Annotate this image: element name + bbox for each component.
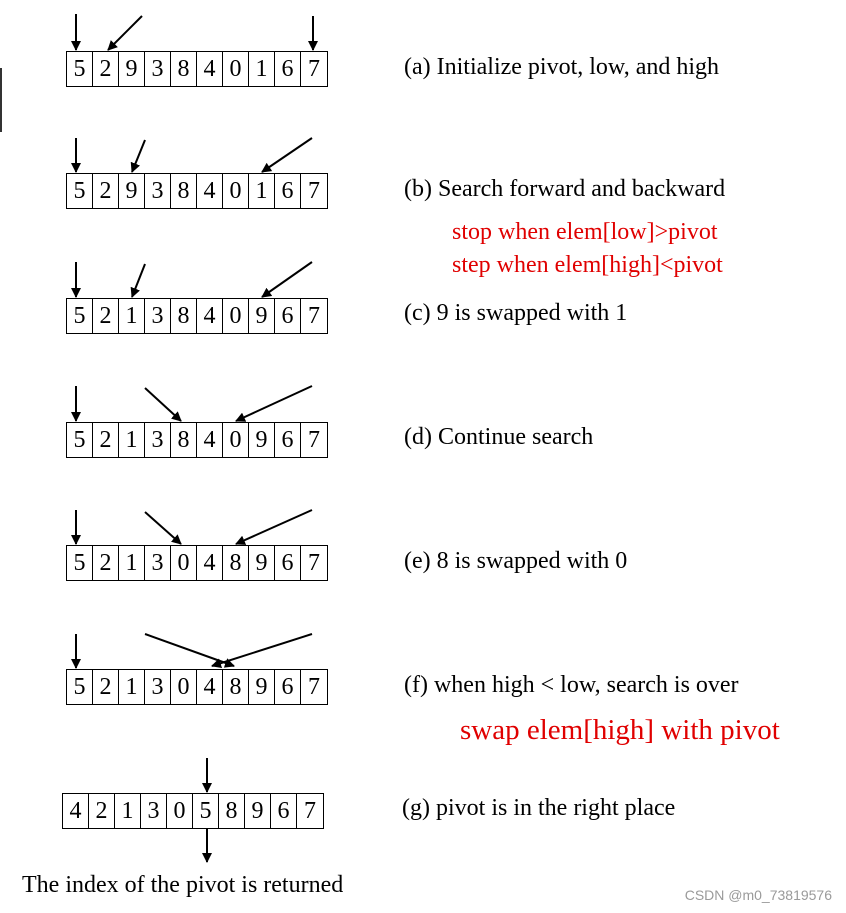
array-cell: 4	[197, 423, 223, 457]
array-cell: 7	[308, 178, 320, 204]
array-cell: 7	[308, 550, 320, 576]
caption-e: (e) 8 is swapped with 0	[404, 548, 628, 574]
array-cell: 6	[271, 794, 297, 828]
array-row-e	[66, 545, 328, 581]
array-cell: 8	[171, 299, 197, 333]
array-row-g	[62, 793, 324, 829]
array-cell: 5	[67, 52, 93, 86]
array-cell: 0	[171, 546, 197, 580]
array-cell: 6	[275, 423, 301, 457]
array-cell: 2	[93, 174, 119, 208]
array-cell: 9	[249, 670, 275, 704]
low-arrow	[108, 16, 142, 50]
note-swap-pivot: swap elem[high] with pivot	[460, 714, 780, 746]
array-cell: 1	[115, 794, 141, 828]
array-cell: 8	[223, 670, 249, 704]
array-cell: 3	[145, 52, 171, 86]
array-cell: 0	[223, 52, 249, 86]
array-cell: 2	[93, 52, 119, 86]
high-arrow	[236, 386, 312, 421]
array-cell: 7	[308, 303, 320, 329]
caption-b: (b) Search forward and backward	[404, 176, 726, 202]
low-arrow	[132, 140, 145, 172]
array-cell: 1	[119, 299, 145, 333]
array-cell: 5	[67, 174, 93, 208]
caption-c: (c) 9 is swapped with 1	[404, 300, 628, 326]
watermark: CSDN @m0_73819576	[684, 887, 832, 903]
array-cell: 6	[275, 174, 301, 208]
array-cell: 9	[249, 299, 275, 333]
array-cell: 4	[197, 670, 223, 704]
caption-d: (d) Continue search	[404, 424, 594, 450]
array-cell: 0	[223, 174, 249, 208]
array-cell: 2	[93, 423, 119, 457]
array-cell: 1	[249, 52, 275, 86]
array-cell: 4	[63, 794, 89, 828]
note-low-condition: stop when elem[low]>pivot	[452, 219, 718, 245]
array-cell: 6	[275, 52, 301, 86]
array-cell: 8	[219, 794, 245, 828]
array-cell: 9	[119, 174, 145, 208]
array-cell: 0	[223, 423, 249, 457]
caption-f: (f) when high < low, search is over	[404, 672, 739, 698]
array-cell: 3	[145, 546, 171, 580]
high-arrow	[262, 262, 312, 297]
array-cell: 2	[93, 546, 119, 580]
array-cell: 3	[145, 174, 171, 208]
caption-g: (g) pivot is in the right place	[402, 795, 676, 821]
array-cell: 2	[93, 670, 119, 704]
array-row-b	[66, 173, 328, 209]
array-cell: 4	[197, 546, 223, 580]
array-cell: 0	[223, 299, 249, 333]
array-cell: 1	[249, 174, 275, 208]
array-cell: 4	[197, 52, 223, 86]
array-cell: 9	[249, 423, 275, 457]
array-cell: 5	[67, 423, 93, 457]
array-cell: 6	[275, 670, 301, 704]
array-cell: 9	[249, 546, 275, 580]
array-row-c	[66, 298, 328, 334]
array-cell: 7	[308, 674, 320, 700]
array-cell: 6	[275, 546, 301, 580]
array-cell: 3	[145, 670, 171, 704]
array-cell: 5	[67, 299, 93, 333]
array-cell: 7	[308, 427, 320, 453]
low-arrow	[145, 388, 181, 421]
array-cell: 5	[67, 546, 93, 580]
array-cell: 7	[304, 798, 316, 824]
array-cell: 8	[171, 423, 197, 457]
footer-text: The index of the pivot is returned	[22, 872, 344, 898]
low-arrow	[132, 264, 145, 297]
array-cell: 6	[275, 299, 301, 333]
array-cell: 2	[93, 299, 119, 333]
array-cell: 1	[119, 670, 145, 704]
high-arrow	[262, 138, 312, 172]
array-cell: 4	[197, 174, 223, 208]
array-cell: 5	[193, 794, 219, 828]
note-high-condition: step when elem[high]<pivot	[452, 252, 723, 278]
array-cell: 3	[141, 794, 167, 828]
array-cell: 3	[145, 423, 171, 457]
low-arrow	[145, 634, 234, 666]
array-cell: 8	[223, 546, 249, 580]
array-cell: 8	[171, 174, 197, 208]
array-cell: 4	[197, 299, 223, 333]
caption-a: (a) Initialize pivot, low, and high	[404, 54, 720, 80]
array-cell: 1	[119, 546, 145, 580]
array-row-f	[66, 669, 328, 705]
array-row-d	[66, 422, 328, 458]
high-arrow	[212, 634, 312, 666]
array-cell: 9	[245, 794, 271, 828]
array-cell: 3	[145, 299, 171, 333]
array-cell: 9	[119, 52, 145, 86]
array-cell: 8	[171, 52, 197, 86]
array-cell: 0	[171, 670, 197, 704]
low-arrow	[145, 512, 181, 544]
array-row-a	[66, 51, 328, 87]
high-arrow	[236, 510, 312, 544]
array-cell: 5	[67, 670, 93, 704]
array-cell: 7	[308, 56, 320, 82]
array-cell: 0	[167, 794, 193, 828]
array-cell: 2	[89, 794, 115, 828]
array-cell: 1	[119, 423, 145, 457]
